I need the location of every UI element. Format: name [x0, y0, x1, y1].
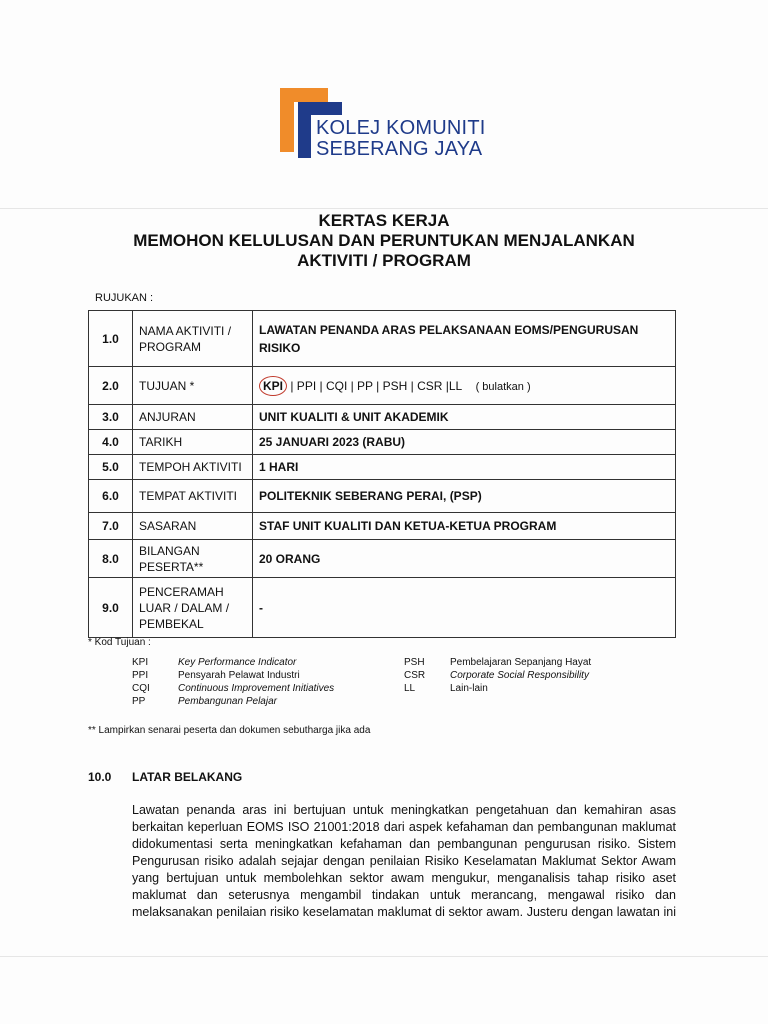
row-label: TARIKH [133, 430, 253, 455]
tujuan-codes: | PPI | CQI | PP | PSH | CSR |LL [290, 378, 463, 393]
row-number: 4.0 [89, 430, 133, 455]
kod-desc: Key Performance Indicator [178, 657, 297, 668]
row-value: LAWATAN PENANDA ARAS PELAKSANAAN EOMS/PENGURUSAN RISIKO [253, 311, 676, 367]
kod-desc: Pembelajaran Sepanjang Hayat [450, 657, 592, 668]
kod-desc: Pembangunan Pelajar [178, 696, 277, 707]
row-number: 1.0 [89, 311, 133, 367]
row-number: 2.0 [89, 367, 133, 405]
doc-title-1: KERTAS KERJA [318, 211, 450, 230]
row-value: UNIT KUALITI & UNIT AKADEMIK [253, 405, 676, 430]
row-value: 25 JANUARI 2023 (RABU) [253, 430, 676, 455]
row-label: PENCERAMAH LUAR / DALAM / PEMBEKAL [133, 578, 253, 638]
list-item [404, 682, 591, 695]
row-value: 1 HARI [253, 455, 676, 480]
doc-title-2: MEMOHON KELULUSAN DAN PERUNTUKAN MENJALANKAN [133, 231, 635, 250]
row-value: POLITEKNIK SEBERANG PERAI, (PSP) [253, 480, 676, 513]
list-item [132, 669, 334, 682]
logo-text [316, 118, 486, 160]
table-row [89, 405, 676, 430]
kod-code: KPI [132, 657, 149, 668]
section-title: LATAR BELAKANG [132, 770, 243, 784]
paragraph-line: maklumat dan seterusnya mengambil tindakan untuk merancang, mengawal risiko dan [132, 888, 676, 902]
row-value: - [253, 578, 676, 638]
kod-code: PP [132, 696, 146, 707]
row-label: TUJUAN * [133, 367, 253, 405]
activity-form-table [88, 310, 676, 638]
kod-desc: Corporate Social Responsibility [450, 670, 589, 681]
row-number: 5.0 [89, 455, 133, 480]
table-row [89, 367, 676, 405]
table-row [89, 455, 676, 480]
table-row [89, 430, 676, 455]
bottom-divider [0, 956, 768, 957]
list-item [132, 682, 334, 695]
kod-legend-right [404, 656, 591, 695]
kod-code: CQI [132, 683, 150, 694]
row-label: TEMPOH AKTIVITI [133, 455, 253, 480]
top-divider [0, 208, 768, 209]
paragraph-line: Lawatan penanda aras ini bertujuan untuk meningkatkan pengetahuan dan kemahiran asas [132, 803, 676, 817]
row-value: STAF UNIT KUALITI DAN KETUA-KETUA PROGRAM [253, 513, 676, 540]
row-label: TEMPAT AKTIVITI [133, 480, 253, 513]
section-number: 10.0 [88, 770, 112, 784]
kod-tujuan-heading: * Kod Tujuan : [88, 637, 151, 648]
rujukan-label: RUJUKAN : [95, 292, 154, 304]
row-number: 6.0 [89, 480, 133, 513]
paragraph-line: Pengurusan risiko adalah sejajar dengan penilaian Risiko Keselamatan Maklumat Sektor Awam [132, 854, 676, 868]
row-label: ANJURAN [133, 405, 253, 430]
row-label: BILANGAN PESERTA** [133, 540, 253, 578]
row-label: SASARAN [133, 513, 253, 540]
kod-desc: Lain-lain [450, 683, 488, 694]
logo-line-1: KOLEJ KOMUNITI [316, 117, 486, 139]
bulatkan-hint: ( bulatkan ) [475, 380, 531, 393]
table-row [89, 540, 676, 578]
list-item [132, 656, 334, 669]
paragraph-line: yang bertujuan untuk membolehkan sektor awam mengukur, menganalisis tahap risiko aset [132, 871, 676, 885]
row-value [253, 367, 676, 405]
table-row [89, 311, 676, 367]
logo-line-2: SEBERANG JAYA [316, 138, 483, 160]
list-item [132, 695, 334, 708]
table-row [89, 578, 676, 638]
paragraph-line: berkaitan keperluan EOMS ISO 21001:2018 dari aspek kefahaman dan pembangunan maklumat [132, 820, 676, 834]
table-row [89, 480, 676, 513]
kod-desc: Continuous Improvement Initiatives [178, 683, 335, 694]
doc-title-3: AKTIVITI / PROGRAM [297, 251, 471, 270]
row-number: 7.0 [89, 513, 133, 540]
list-item [404, 669, 591, 682]
kod-legend-left [132, 656, 334, 708]
row-number: 3.0 [89, 405, 133, 430]
paragraph-line: melaksanakan penilaian risiko keselamatan maklumat di sektor awam. Justeru dengan lawatan ini [132, 905, 676, 919]
lampiran-note: ** Lampirkan senarai peserta dan dokumen sebutharga jika ada [88, 725, 371, 736]
kod-code: LL [404, 683, 416, 694]
kod-code: CSR [404, 670, 426, 681]
table-row [89, 513, 676, 540]
latar-belakang-paragraph [132, 802, 676, 921]
college-logo [280, 88, 500, 168]
kod-code: PSH [404, 657, 425, 668]
kod-code: PPI [132, 670, 149, 681]
paragraph-line: didokumentasi serta meningkatkan kefahaman dan pembangunan pengurusan risiko. Sistem [132, 837, 676, 851]
row-value: 20 ORANG [253, 540, 676, 578]
list-item [404, 656, 591, 669]
row-number: 9.0 [89, 578, 133, 638]
row-label: NAMA AKTIVITI / PROGRAM [133, 311, 253, 367]
kod-desc: Pensyarah Pelawat Industri [178, 670, 300, 681]
row-number: 8.0 [89, 540, 133, 578]
circled-kpi: KPI [259, 376, 287, 396]
